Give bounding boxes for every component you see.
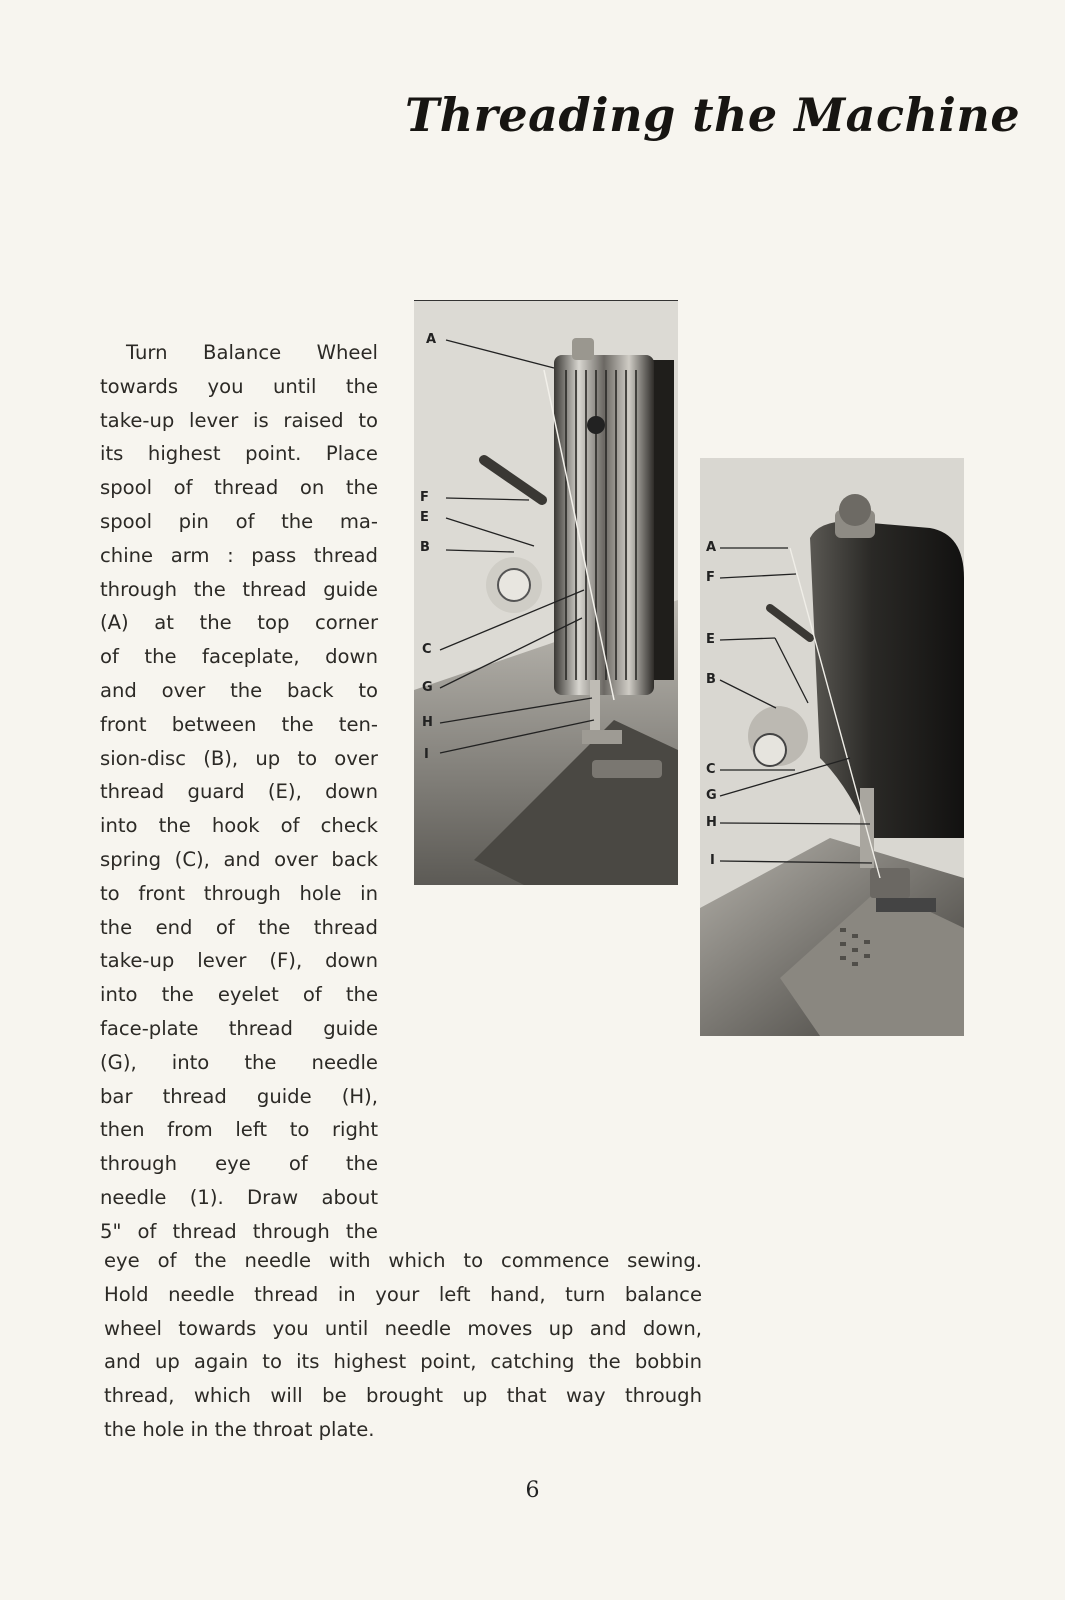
machine-head-front-illustration	[414, 300, 678, 885]
text-line: its highest point. Place	[100, 442, 378, 466]
text-line: through eye of the	[100, 1152, 378, 1176]
text-line: into the hook of check	[100, 814, 378, 838]
label-i: I	[710, 853, 715, 868]
text-line: then from left to right	[100, 1118, 378, 1142]
text-line: take-up lever is raised to	[100, 408, 378, 432]
text-line: spring (C), and over back	[100, 847, 378, 871]
text-line: wheel towards you until needle moves up and down,	[104, 1316, 702, 1340]
label-f: F	[420, 490, 429, 505]
text-line: front between the ten-	[100, 712, 378, 736]
text-line: Hold needle thread in your left hand, turn balance	[104, 1282, 702, 1306]
machine-head-photo-front	[414, 300, 678, 885]
machine-head-photo-side	[700, 458, 964, 1036]
text-line: of the faceplate, down	[100, 645, 378, 669]
text-line: the hole in the throat plate.	[104, 1417, 375, 1441]
text-line: and up again to its highest point, catching the bobbin	[104, 1350, 702, 1374]
text-line: sion-disc (B), up to over	[100, 746, 378, 770]
text-line: needle (1). Draw about	[100, 1185, 378, 1209]
text-line: the end of the thread	[100, 915, 378, 939]
text-line: chine arm : pass thread	[100, 543, 378, 567]
label-g: G	[422, 680, 433, 695]
text-line: eye of the needle with which to commence sewing.	[104, 1249, 702, 1272]
label-a: A	[426, 332, 437, 347]
text-line: 5" of thread through the	[100, 1219, 378, 1243]
text-line: towards you until the	[100, 374, 378, 398]
machine-head-side-illustration	[700, 458, 964, 1036]
text-line: into the eyelet of the	[100, 983, 378, 1007]
label-e: E	[706, 632, 715, 647]
text-line: thread, which will be brought up that way through	[104, 1384, 702, 1408]
label-h: H	[422, 715, 433, 730]
text-line: face-plate thread guide	[100, 1016, 378, 1040]
label-b: B	[706, 672, 716, 687]
label-c: C	[706, 762, 716, 777]
text-line: and over the back to	[100, 678, 378, 702]
text-line: through the thread guide	[100, 577, 378, 601]
instruction-column	[100, 336, 378, 1249]
text-line: spool pin of the ma-	[100, 509, 378, 533]
text-line: thread guard (E), down	[100, 780, 378, 804]
label-a: A	[706, 540, 717, 555]
text-line: Turn Balance Wheel	[126, 341, 378, 364]
text-line: spool of thread on the	[100, 476, 378, 500]
instruction-continuation	[104, 1244, 702, 1447]
page-number: 6	[525, 1478, 540, 1503]
label-c: C	[422, 642, 432, 657]
text-line: bar thread guide (H),	[100, 1084, 378, 1108]
text-line: (G), into the needle	[100, 1050, 378, 1074]
label-i: I	[424, 747, 429, 762]
text-line: take-up lever (F), down	[100, 949, 378, 973]
label-h: H	[706, 815, 717, 830]
label-g: G	[706, 788, 717, 803]
label-b: B	[420, 540, 430, 555]
page-title: Threading the Machine	[405, 88, 1021, 142]
label-e: E	[420, 510, 429, 525]
label-f: F	[706, 570, 715, 585]
text-line: to front through hole in	[100, 881, 378, 905]
text-line: (A) at the top corner	[100, 611, 378, 635]
